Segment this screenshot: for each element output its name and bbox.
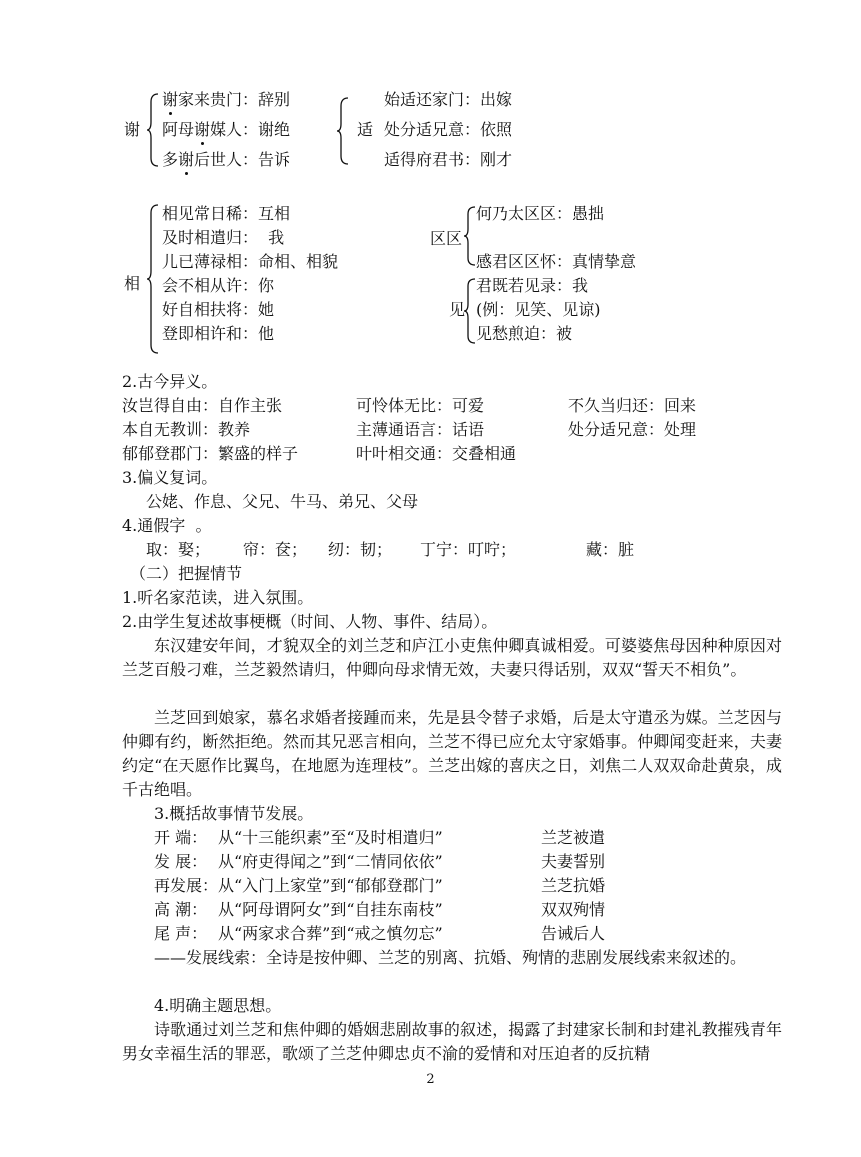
sec2-cell: 叶叶相交通：交叠相通 xyxy=(356,444,517,463)
xie-item-2: 阿母谢媒人：谢绝 xyxy=(162,120,291,139)
ququ-brace xyxy=(463,205,477,267)
jian-item-2: (例：见笑、见谅) xyxy=(476,300,601,319)
sec4-heading: 4.通假字 。 xyxy=(122,516,212,535)
theme-paragraph: 诗歌通过刘兰芝和焦仲卿的婚姻悲剧故事的叙述，揭露了封建家长制和封建礼教摧残青年男女幸福生活的罪恶，歌颂了兰芝仲卿忠贞不渝的爱情和对压迫者的反抗精 xyxy=(122,1020,782,1063)
plot-stage: 高 潮： xyxy=(154,900,208,919)
xie-item-3: 多谢后世人：告诉 xyxy=(162,150,291,169)
plot-range: 从“十三能织素”至“及时相遣归” xyxy=(218,828,443,847)
plot-stage: 开 端： xyxy=(154,828,208,847)
sec2-cell: 可怜体无比：可爱 xyxy=(356,396,485,415)
story-paragraph-1: 东汉建安年间，才貌双全的刘兰芝和庐江小吏焦仲卿真诚相爱。可婆婆焦母因种种原因对兰芝百般刁难，兰芝毅然请归，仲卿向母求情无效，夫妻只得话别，双双“誓天不相负”。 xyxy=(122,636,782,679)
plot-result: 兰芝抗婚 xyxy=(541,876,606,895)
sec3-text: 公姥、作息、父兄、牛马、弟兄、父母 xyxy=(146,492,419,511)
sec2-cell: 处分适兄意：处理 xyxy=(568,420,697,439)
sec2-cell: 本自无教训：教养 xyxy=(122,420,251,439)
page-number: 2 xyxy=(426,1072,435,1087)
shi-item-1: 始适还家门：出嫁 xyxy=(384,90,513,109)
story-paragraph-2: 兰芝回到娘家，慕名求婚者接踵而来，先是县令替子求婚，后是太守遣丞为媒。兰芝因与仲卿有约，断然拒绝。然而其兄恶言相向，兰芝不得已应允太守家婚事。仲卿闻变赶来，夫妻约定“在天愿作比翼鸟，在地愿为连理枝”。兰芝出嫁的喜庆之日，刘焦二人双双命赴黄泉，成千古绝唱。 xyxy=(122,708,782,799)
ququ-char: 区区 xyxy=(430,229,463,248)
sec2-heading: 2.古今异义。 xyxy=(122,372,218,391)
jian-item-3: 见愁煎迫：被 xyxy=(476,324,573,343)
plot-stage: 发 展： xyxy=(154,852,208,871)
sec2-cell: 汝岂得自由：自作主张 xyxy=(122,396,283,415)
sec2-cell: 郁郁登郡门：繁盛的样子 xyxy=(122,444,299,463)
shi-item-2: 处分适兄意：依照 xyxy=(384,120,513,139)
sec2-cell: 不久当归还：回来 xyxy=(568,396,697,415)
shi-char: 适 xyxy=(357,120,374,139)
sec4-item: 取：娶； xyxy=(146,540,211,559)
sec2-cell: 主薄通语言：话语 xyxy=(356,420,485,439)
plot-range: 从“府吏得闻之”到“二情同依依” xyxy=(218,852,443,871)
plot-range: 从“两家求合葬”到“戒之慎勿忘” xyxy=(218,924,443,943)
sec3-heading: 3.偏义复词。 xyxy=(122,468,218,487)
xiang-item-5: 好自相扶将：她 xyxy=(162,300,275,319)
xiang-item-1: 相见常日稀：互相 xyxy=(162,204,291,223)
part2-heading: （二）把握情节 xyxy=(130,564,243,583)
plot-result: 夫妻誓别 xyxy=(541,852,606,871)
plot-range: 从“阿母谓阿女”到“自挂东南枝” xyxy=(218,900,443,919)
xie-item-1: 谢家来贵门：辞别 xyxy=(162,90,291,109)
xiang-item-6: 登即相许和：他 xyxy=(162,324,275,343)
sec4-item: 纫：韧； xyxy=(328,540,393,559)
plot-range: 从“入门上家堂”到“郁郁登郡门” xyxy=(218,876,443,895)
part2-step-2: 2.由学生复述故事梗概（时间、人物、事件、结局）。 xyxy=(122,612,498,631)
xiang-char: 相 xyxy=(124,274,141,293)
part2-step-4: 4.明确主题思想。 xyxy=(154,996,282,1015)
plot-stage: 再发展： xyxy=(154,876,219,895)
xie-char: 谢 xyxy=(124,120,141,139)
ququ-item-1: 何乃太区区：愚拙 xyxy=(476,204,605,223)
xie-brace xyxy=(146,92,160,168)
plot-result: 双双殉情 xyxy=(541,900,606,919)
sec4-item: 帘：奁； xyxy=(243,540,308,559)
part2-step-1: 1.听名家范读，进入氛围。 xyxy=(122,588,314,607)
jian-brace xyxy=(463,277,477,345)
xiang-item-4: 会不相从许：你 xyxy=(162,276,275,295)
plot-result: 兰芝被遣 xyxy=(541,828,606,847)
sec4-item: 丁宁：叮咛； xyxy=(420,540,517,559)
ququ-item-2: 感君区区怀：真情挚意 xyxy=(476,252,637,271)
jian-item-1: 君既若见录：我 xyxy=(476,276,589,295)
development-clue: ——发展线索：全诗是按仲卿、兰芝的别离、抗婚、殉情的悲剧发展线索来叙述的。 xyxy=(154,948,747,967)
xiang-item-3: 儿已薄禄相：命相、相貌 xyxy=(162,252,339,271)
part2-step-3: 3.概括故事情节发展。 xyxy=(154,804,314,823)
sec4-item: 藏：脏 xyxy=(586,540,635,559)
xiang-brace xyxy=(146,203,160,355)
shi-item-3: 适得府君书：刚才 xyxy=(384,150,513,169)
plot-stage: 尾 声： xyxy=(154,924,208,943)
xiang-item-2: 及时相遣归： 我 xyxy=(162,228,285,247)
plot-result: 告诫后人 xyxy=(541,924,606,943)
jian-char: 见 xyxy=(449,300,466,319)
shi-brace xyxy=(336,96,350,166)
